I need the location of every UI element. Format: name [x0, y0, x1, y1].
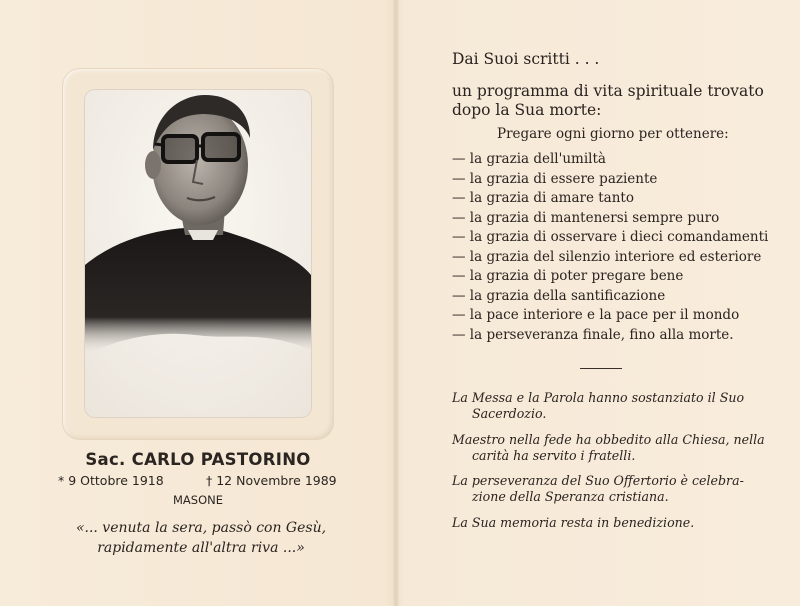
quote-line: «... venuta la sera, passò con Gesù,: [75, 520, 327, 536]
divider: [580, 368, 622, 369]
list-item: — la grazia di poter pregare bene: [452, 268, 684, 284]
list-item: — la grazia della santificazione: [452, 287, 666, 304]
list-item: — la pace interiore e la pace per il mondo: [452, 307, 740, 323]
memorial-quote: [66, 518, 336, 558]
tribute-line: La perseveranza del Suo Offertorio è celebra-: [452, 473, 744, 488]
list-item: — la grazia di essere paziente: [452, 170, 658, 187]
writings-heading: Dai Suoi scritti . . .: [452, 50, 600, 68]
writings-intro: [452, 82, 772, 120]
list-item: — la grazia del silenzio interiore ed esteriore: [452, 248, 762, 265]
tribute-line: La Messa e la Parola hanno sostanziato il Suo: [452, 390, 745, 405]
deceased-name: Sac. CARLO PASTORINO: [85, 450, 311, 469]
list-item: — la grazia di osservare i dieci comandamenti: [452, 229, 769, 245]
tribute-paragraph: [452, 515, 772, 531]
tribute-line: La Sua memoria resta in benedizione.: [452, 515, 695, 530]
birth-date: * 9 Ottobre 1918: [58, 473, 164, 488]
list-item: — la perseveranza finale, fino alla morte.: [452, 326, 734, 343]
portrait-illustration: [85, 90, 311, 417]
place-name: MASONE: [172, 493, 223, 507]
intro-line: un programma di vita spirituale trovato: [452, 82, 764, 100]
tribute-paragraph: [452, 390, 772, 421]
card-fold: [393, 0, 399, 606]
quote-line: rapidamente all'altra riva ...»: [97, 540, 305, 556]
list-item: — la grazia di amare tanto: [452, 190, 634, 206]
tribute-paragraph: [452, 473, 772, 504]
tribute-paragraph: [452, 432, 772, 463]
tribute-line: Sacerdozio.: [472, 405, 547, 421]
death-date: † 12 Novembre 1989: [206, 473, 337, 488]
tribute-line: Maestro nella fede ha obbedito alla Chiesa, nella: [452, 432, 765, 447]
intro-line: dopo la Sua morte:: [452, 101, 602, 119]
portrait-photo: [85, 90, 311, 417]
prayer-list: [452, 150, 782, 345]
list-item: — la grazia dell'umiltà: [452, 151, 606, 167]
tribute-line: zione della Speranza cristiana.: [472, 488, 669, 504]
prayer-subheading: Pregare ogni giorno per ottenere:: [497, 126, 729, 142]
list-item: — la grazia di mantenersi sempre puro: [452, 209, 720, 226]
tribute-line: carità ha servito i fratelli.: [472, 447, 636, 463]
